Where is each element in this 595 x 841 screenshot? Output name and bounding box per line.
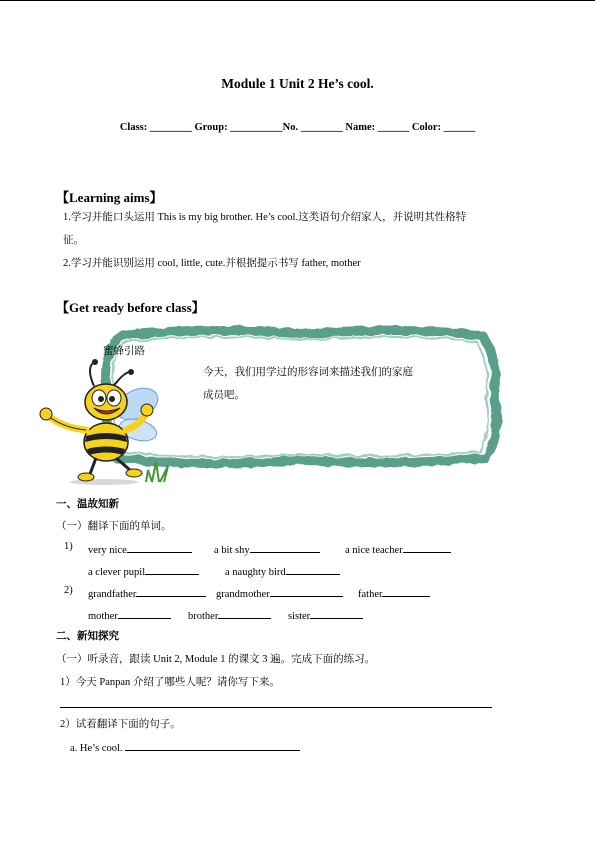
aim-2: 2.学习并能识别运用 cool, little, cute.并根据提示书写 father, mother — [63, 258, 361, 269]
answer-blank[interactable] — [118, 607, 171, 619]
aim-1-line-2: 征。 — [63, 235, 84, 246]
answer-blank[interactable] — [286, 563, 340, 575]
answer-blank[interactable] — [127, 541, 192, 553]
section-1-subheading: （一）翻译下面的单词。 — [56, 521, 172, 532]
bubble-title: 蜜蜂引路 — [103, 345, 145, 357]
answer-blank[interactable] — [270, 585, 343, 597]
answer-blank[interactable] — [218, 607, 271, 619]
answer-blank[interactable] — [145, 563, 199, 575]
answer-line-question-1[interactable] — [60, 707, 492, 708]
word-sister: sister — [288, 607, 363, 622]
learning-aims-heading: 【Learning aims】 — [56, 190, 163, 205]
bubble-text-line-2: 成员吧。 — [203, 390, 245, 401]
word-very-nice: very nice — [88, 541, 192, 556]
word-brother: brother — [188, 607, 271, 622]
word-a-clever-pupil: a clever pupil — [88, 563, 199, 578]
word-a-nice-teacher: a nice teacher — [345, 541, 451, 556]
answer-blank[interactable] — [250, 541, 320, 553]
top-border — [0, 0, 595, 1]
question-1: 1）今天 Panpan 介绍了哪些人呢？请你写下来。 — [60, 677, 280, 688]
word-a-bit-shy: a bit shy — [214, 541, 320, 556]
answer-blank[interactable] — [403, 541, 451, 553]
question-2: 2）试着翻译下面的句子。 — [60, 719, 181, 730]
word-grandmother: grandmother — [216, 585, 343, 600]
student-info-line: Class: ________ Group: __________No. ________ Name: ______ Color: ______ — [119, 122, 476, 133]
get-ready-heading: 【Get ready before class】 — [56, 300, 205, 315]
bee-mascot-icon — [34, 358, 176, 486]
answer-blank[interactable] — [125, 739, 300, 751]
question-2a: a. He’s cool. — [70, 739, 300, 754]
page-title: Module 1 Unit 2 He’s cool. — [221, 76, 374, 91]
section-2-heading: 二、新知探究 — [56, 631, 119, 642]
section-1-heading: 一、温故知新 — [56, 499, 119, 510]
answer-blank[interactable] — [136, 585, 206, 597]
bubble-text-line-1: 今天，我们用学过的形容词来描述我们的家庭 — [203, 367, 413, 378]
aim-1-line-1: 1.学习并能口头运用 This is my big brother. He’s cool.这类语句介绍家人，并说明其性格特 — [63, 212, 467, 223]
answer-blank[interactable] — [310, 607, 363, 619]
row-2-number: 2) — [64, 585, 73, 596]
row-1-number: 1) — [64, 541, 73, 552]
word-mother: mother — [88, 607, 171, 622]
answer-blank[interactable] — [382, 585, 430, 597]
word-grandfather: grandfather — [88, 585, 206, 600]
section-2-subheading: （一）听录音，跟读 Unit 2, Module 1 的课文 3 遍。完成下面的练习。 — [56, 654, 376, 665]
word-father: father — [358, 585, 430, 600]
word-a-naughty-bird: a naughty bird — [225, 563, 340, 578]
